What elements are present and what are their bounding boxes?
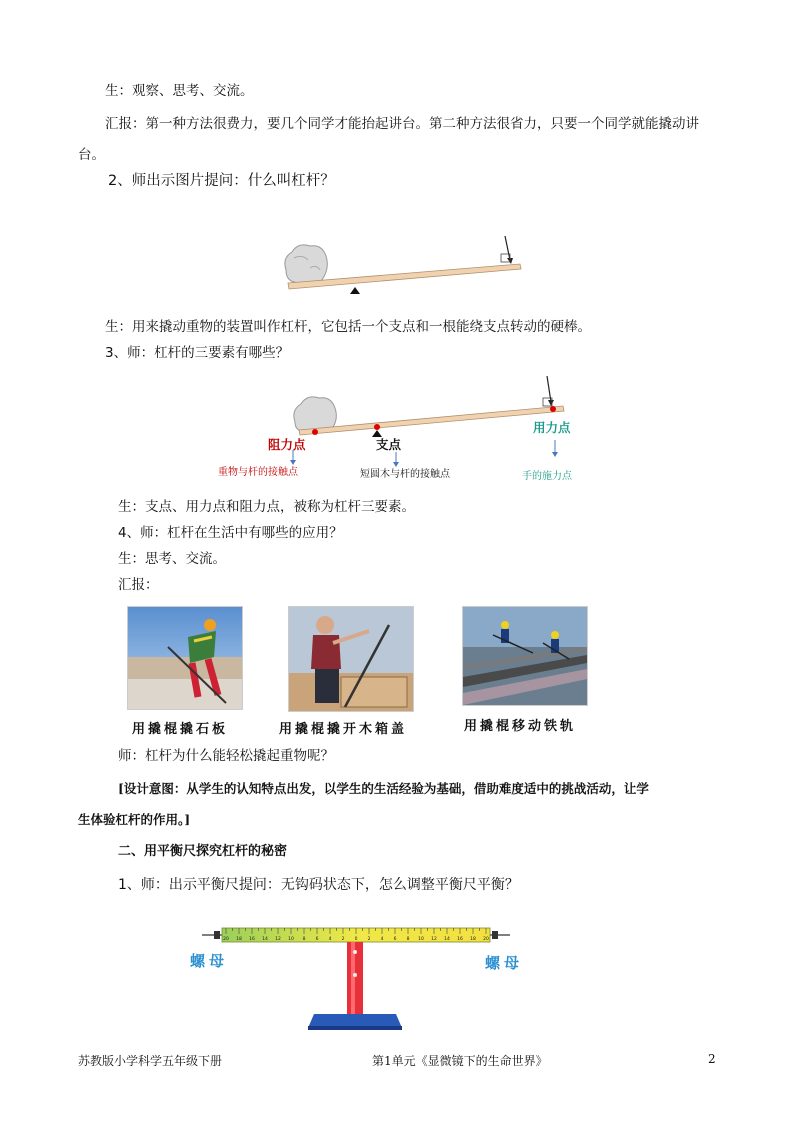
text-question-4: 4、师：杠杆在生活中有哪些的应用？ <box>118 525 343 541</box>
ruler-tick-label: 8 <box>406 937 410 942</box>
footer-unit-title: 第1单元《显微镜下的生命世界》 <box>372 1054 548 1068</box>
ruler-tick-label: 10 <box>288 937 294 942</box>
ruler-tick-label: 2 <box>341 937 345 942</box>
lever-bar <box>299 406 564 435</box>
balance-stand-base <box>308 1014 402 1028</box>
ruler-tick-labels <box>223 936 489 942</box>
ruler-tick-label: 0 <box>354 937 358 942</box>
ruler-tick-label: 18 <box>470 937 476 942</box>
ruler-tick-label: 4 <box>380 937 384 942</box>
ruler-tick-label: 6 <box>393 937 397 942</box>
section-heading-2: 二、用平衡尺探究杠杆的秘密 <box>118 844 288 859</box>
ruler-tick-label: 16 <box>249 937 255 942</box>
ruler-tick-label: 14 <box>262 937 268 942</box>
ruler-tick-label: 18 <box>236 937 242 942</box>
text-question-balance: 1、师：出示平衡尺提问：无钩码状态下，怎么调整平衡尺平衡？ <box>118 877 519 893</box>
ruler-tick-label: 12 <box>431 937 437 942</box>
photo-pry-box-lid <box>288 606 414 712</box>
footer-page-number: 2 <box>708 1052 716 1066</box>
lever-figure-simple <box>280 228 530 300</box>
ruler-tick-label: 12 <box>275 937 281 942</box>
text-think: 生：思考、交流。 <box>118 551 226 567</box>
caption-pry-box-lid: 用撬棍撬开木箱盖 <box>279 722 408 737</box>
resistance-point-dot <box>312 429 318 435</box>
caption-pry-slab: 用撬棍撬石板 <box>132 722 229 737</box>
desc-resistance-point: 重物与杆的接触点 <box>218 467 298 478</box>
text-answer-3: 生：支点、用力点和阻力点，被称为杠杆三要素。 <box>118 499 415 515</box>
ruler-tick-label: 8 <box>302 937 306 942</box>
ruler-ticks <box>226 928 486 934</box>
ruler-tick-label: 6 <box>315 937 319 942</box>
ruler-tick-label: 4 <box>328 937 332 942</box>
caption-move-rail: 用撬棍移动铁轨 <box>464 719 577 734</box>
force-arrow-icon <box>505 236 510 260</box>
ruler-tick-label: 10 <box>418 937 424 942</box>
balance-ruler-figure <box>190 918 530 1034</box>
text-design-intent-1: [设计意图：从学生的认知特点出发，以学生的生活经验为基础，借助难度适中的挑战活动，让学 <box>118 781 649 796</box>
desc-effort-point: 手的施力点 <box>522 471 572 482</box>
ruler-tick-label: 16 <box>457 937 463 942</box>
ruler-tick-label: 2 <box>367 937 371 942</box>
rock-icon <box>285 245 327 284</box>
text-report-1a: 汇报：第一种方法很费力，要几个同学才能抬起讲台。第二种方法很省力，只要一个同学就能撬动讲 <box>105 116 699 132</box>
footer-book-title: 苏教版小学科学五年级下册 <box>78 1054 223 1068</box>
text-observe: 生：观察、思考、交流。 <box>105 83 254 99</box>
label-left-nut: 螺母 <box>190 952 229 970</box>
label-resistance-point: 阻力点 <box>268 437 306 452</box>
label-fulcrum: 支点 <box>376 437 402 452</box>
desc-fulcrum: 短圆木与杆的接触点 <box>360 469 450 480</box>
effort-point-dot <box>550 406 556 412</box>
ruler-tick-label: 20 <box>483 937 489 942</box>
text-report-1b: 台。 <box>78 147 105 163</box>
text-definition: 生：用来撬动重物的装置叫作杠杆，它包括一个支点和一根能绕支点转动的硬棒。 <box>105 319 591 335</box>
ruler-tick-label: 14 <box>444 937 450 942</box>
fulcrum-icon <box>350 287 360 294</box>
text-report-label: 汇报： <box>118 577 159 593</box>
photo-move-rail <box>462 606 588 706</box>
fulcrum-point-dot <box>374 424 380 430</box>
ruler-tick-label: 20 <box>223 937 229 942</box>
photo-pry-slab <box>127 606 243 710</box>
right-nut-icon <box>492 931 498 939</box>
left-nut-icon <box>214 931 220 939</box>
text-design-intent-2: 生体验杠杆的作用。] <box>78 812 191 827</box>
text-question-3: 3、师：杠杆的三要素有哪些？ <box>105 345 290 361</box>
label-effort-point: 用力点 <box>533 420 571 435</box>
label-right-nut: 螺母 <box>485 954 524 972</box>
text-question-2: 2、师出示图片提问：什么叫杠杆？ <box>108 173 335 189</box>
text-why: 师：杠杆为什么能轻松撬起重物呢？ <box>118 748 334 764</box>
